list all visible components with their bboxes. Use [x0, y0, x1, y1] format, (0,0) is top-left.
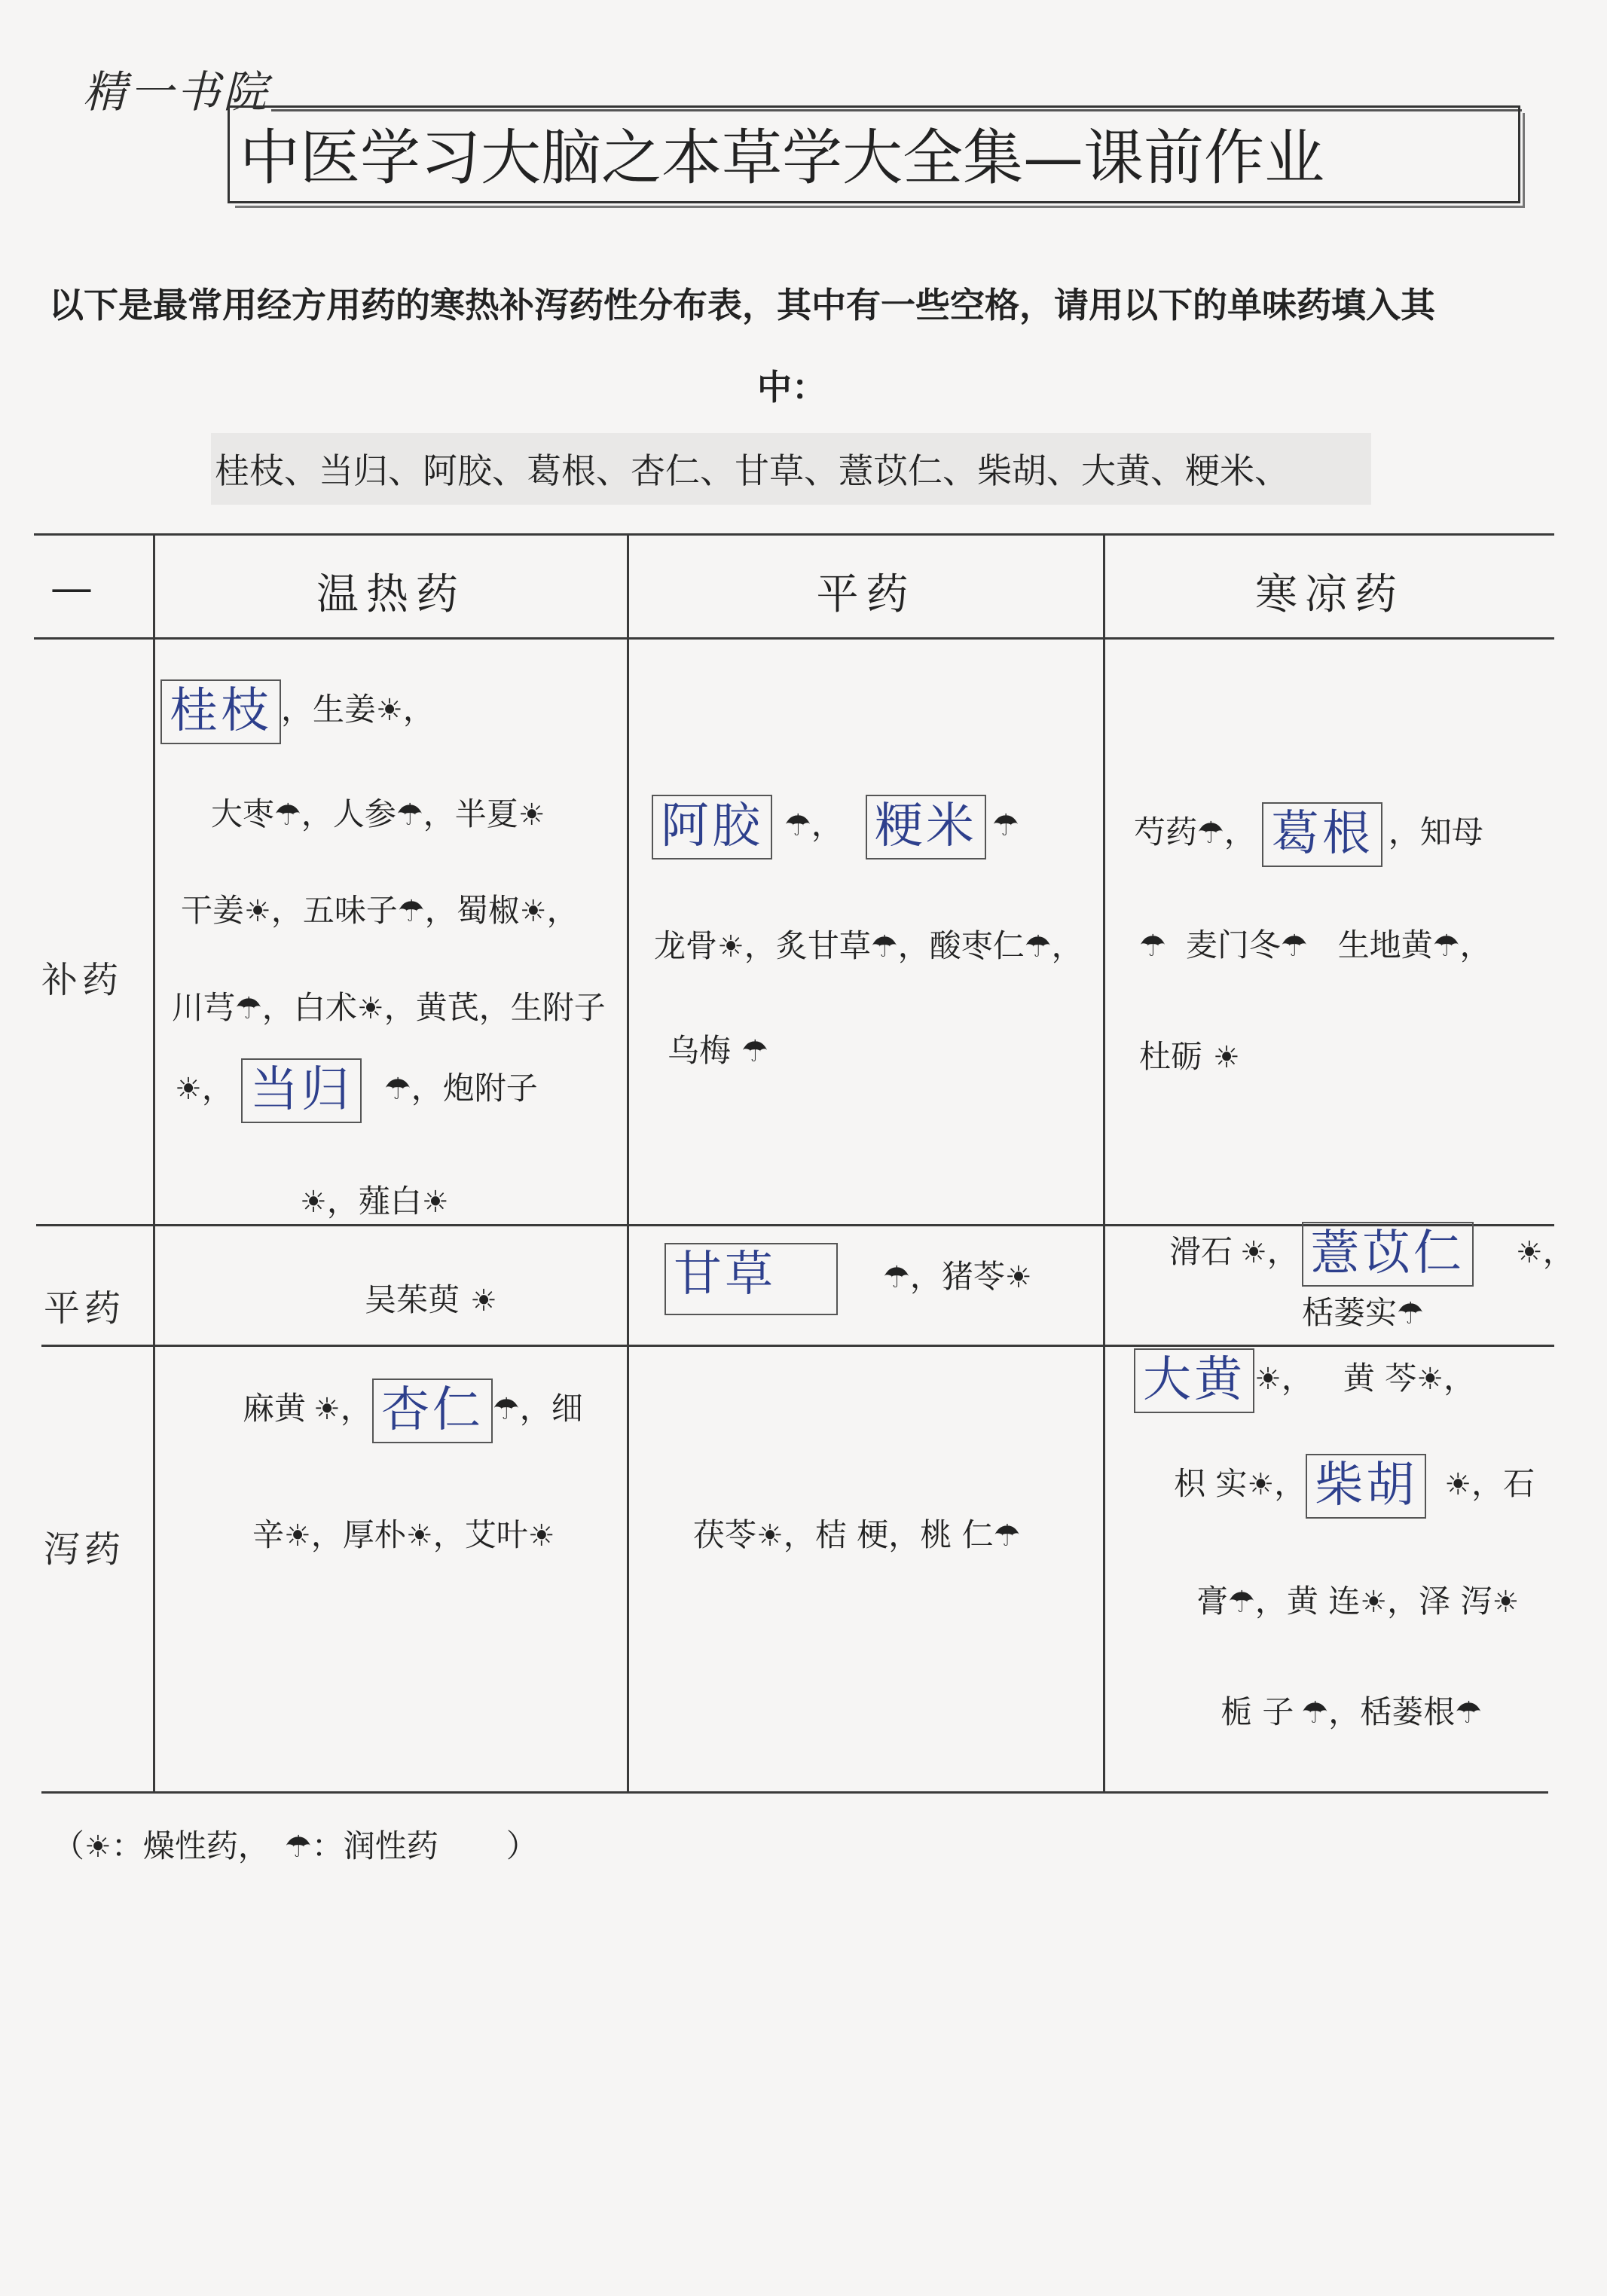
- table-top-line: [34, 533, 1554, 536]
- cell-line: [1169, 1222, 1575, 1287]
- herb-text: ，: [1266, 1233, 1299, 1270]
- dry-symbol: ☀: [84, 1830, 112, 1864]
- moist-symbol: ☂: [870, 930, 898, 964]
- moist-symbol: ☂: [1228, 1585, 1255, 1620]
- herb-text: ，: [1281, 1360, 1313, 1397]
- cell-line: [1139, 1032, 1240, 1077]
- moist-symbol: ☂: [397, 894, 425, 929]
- herb-text: ，栝蒌根: [1328, 1693, 1456, 1730]
- brand-signature: 精一书院: [83, 66, 270, 118]
- answer-xingren: 杏仁: [372, 1379, 493, 1443]
- cell-line: [243, 1379, 583, 1443]
- dry-symbol: ☀: [421, 1185, 449, 1220]
- herb-text: 茯苓: [693, 1516, 757, 1553]
- herb-text: 生地黄: [1337, 927, 1433, 963]
- moist-symbol: ☂: [1455, 1696, 1483, 1730]
- dry-symbol: ☀: [175, 1072, 202, 1107]
- column-divider-1: [153, 533, 155, 1793]
- herb-text: 滑石: [1169, 1233, 1233, 1270]
- moist-symbol: ☂: [274, 798, 301, 832]
- dry-symbol: ☀: [527, 1519, 555, 1553]
- dry-symbol: ☀: [356, 991, 384, 1026]
- cell-line: [160, 679, 435, 744]
- herb-text: ，石: [1471, 1465, 1535, 1502]
- row-label-purge: 泻药: [44, 1528, 126, 1571]
- herb-text: 乌梅: [668, 1032, 732, 1069]
- dry-symbol: ☀: [1254, 1362, 1282, 1397]
- dry-symbol: ☀: [1416, 1362, 1444, 1397]
- answer-jingmi: 粳米: [866, 795, 986, 859]
- table-corner: —: [50, 563, 100, 612]
- column-divider-3: [1103, 533, 1105, 1793]
- word-bank: 桂枝、当归、阿胶、葛根、杏仁、甘草、薏苡仁、柴胡、大黄、粳米、: [215, 450, 1289, 491]
- moist-symbol: ☂: [883, 1260, 910, 1295]
- legend-moist-label: ：润性药: [311, 1827, 438, 1864]
- herb-text: ，: [811, 806, 843, 843]
- herb-text: 芍药: [1134, 814, 1198, 850]
- herb-text: 黄 芩: [1343, 1360, 1417, 1397]
- header-warm: 温热药: [316, 570, 466, 619]
- row-label-tonify: 补药: [41, 959, 124, 1001]
- dry-symbol: ☀: [1240, 1235, 1267, 1270]
- dry-symbol: ☀: [1247, 1467, 1275, 1502]
- herb-text: ，: [402, 691, 435, 728]
- column-divider-2: [627, 533, 629, 1793]
- header-cold: 寒凉药: [1255, 570, 1404, 619]
- legend-paren: ）: [506, 1827, 538, 1864]
- moist-symbol: ☂: [1301, 1696, 1329, 1730]
- cell-line: [693, 1510, 1020, 1556]
- cell-line: [1196, 1577, 1519, 1622]
- header-neutral: 平药: [816, 570, 916, 619]
- herb-text: 膏: [1196, 1583, 1229, 1620]
- herb-text: 辛: [252, 1516, 285, 1553]
- dry-symbol: ☀: [717, 930, 744, 964]
- herb-text: ，: [201, 1070, 234, 1107]
- dry-symbol: ☀: [376, 693, 403, 728]
- header-bottom-line: [34, 637, 1554, 640]
- moist-symbol: ☂: [1280, 929, 1308, 963]
- cell-line: [300, 1177, 449, 1222]
- dry-symbol: ☀: [284, 1519, 311, 1553]
- herb-text: ，: [1444, 1360, 1476, 1397]
- herb-text: ，黄 连: [1254, 1583, 1361, 1620]
- herb-text: ，炙甘草: [744, 927, 871, 964]
- cell-line: [175, 1058, 538, 1123]
- herb-text: ，半夏: [423, 795, 518, 832]
- moist-symbol: ☂: [784, 808, 811, 843]
- cell-line: [1221, 1687, 1482, 1733]
- herb-text: ，五味子: [270, 892, 398, 929]
- moist-symbol: ☂: [235, 991, 262, 1026]
- legend-dry-label: ：燥性药，: [111, 1827, 270, 1864]
- answer-yiyiren: 薏苡仁: [1302, 1222, 1474, 1287]
- dry-symbol: ☀: [1213, 1040, 1240, 1075]
- dry-symbol: ☀: [1515, 1235, 1543, 1270]
- dry-symbol: ☀: [244, 894, 271, 929]
- moist-symbol: ☂: [383, 1072, 411, 1107]
- moist-symbol: ☂: [1397, 1296, 1424, 1331]
- answer-gancao: 甘草: [664, 1243, 838, 1315]
- moist-symbol: ☂: [991, 808, 1019, 843]
- herb-text: 栀 子: [1221, 1693, 1294, 1730]
- herb-text: ，艾叶: [432, 1516, 528, 1553]
- herb-text: ，蜀椒: [424, 892, 520, 929]
- cell-line: [1139, 921, 1492, 966]
- cell-line: [1134, 1348, 1475, 1413]
- herb-text: ，白术: [261, 989, 357, 1026]
- cell-line: [1134, 802, 1483, 867]
- herb-text: ，生姜: [281, 691, 377, 728]
- herb-text: 龙骨: [654, 927, 718, 964]
- cell-line: [252, 1510, 555, 1556]
- herb-text: ，: [1051, 927, 1083, 964]
- herb-text: ，黄芪，生附子: [383, 989, 606, 1026]
- herb-text: ，猪苓: [909, 1258, 1005, 1295]
- instructions-line-1: 以下是最常用经方用药的寒热补泻药性分布表，其中有一些空格，请用以下的单味药填入其: [49, 285, 1435, 325]
- dry-symbol: ☀: [518, 798, 545, 832]
- moist-symbol: ☂: [492, 1392, 520, 1427]
- herb-text: ，: [1542, 1233, 1575, 1270]
- dry-symbol: ☀: [300, 1185, 327, 1220]
- moist-symbol: ☂: [1139, 929, 1166, 963]
- cell-line: [668, 1026, 768, 1071]
- herb-text: 吴茱萸: [365, 1281, 460, 1318]
- herb-text: 大枣: [211, 795, 275, 832]
- dry-symbol: ☀: [519, 894, 547, 929]
- herb-text: ，: [546, 892, 579, 929]
- cell-line: [172, 983, 606, 1028]
- answer-guizhi: 桂枝: [160, 679, 281, 744]
- moist-symbol: ☂: [1197, 816, 1224, 850]
- herb-text: ，: [1274, 1465, 1306, 1502]
- cell-line: [181, 886, 579, 931]
- herb-text: ，知母: [1388, 814, 1483, 850]
- answer-danggui: 当归: [241, 1058, 362, 1123]
- herb-text: ，厚朴: [310, 1516, 406, 1553]
- herb-text: 麦门冬: [1185, 927, 1281, 963]
- dry-symbol: ☀: [405, 1519, 433, 1553]
- herb-text: ，泽 泻: [1387, 1583, 1492, 1620]
- row-label-neutral: 平药: [44, 1287, 126, 1330]
- cell-line: [652, 795, 1019, 859]
- dry-symbol: ☀: [1360, 1585, 1388, 1620]
- dry-symbol: ☀: [1004, 1260, 1032, 1295]
- herb-text: ，: [340, 1390, 372, 1427]
- page-title: 中医学习大脑之本草学大全集—课前作业: [240, 123, 1324, 193]
- herb-text: ，人参: [301, 795, 396, 832]
- instructions-line-2: 中：: [757, 367, 826, 408]
- moist-symbol: ☂: [284, 1830, 312, 1864]
- row-divider-2: [41, 1345, 1554, 1347]
- herb-text: ，酸枣仁: [897, 927, 1025, 964]
- herb-text: ，炮附子: [411, 1070, 538, 1107]
- herb-text: 枳 实: [1174, 1465, 1248, 1502]
- moist-symbol: ☂: [1024, 930, 1052, 964]
- dry-symbol: ☀: [1492, 1585, 1520, 1620]
- table-bottom-line: [41, 1791, 1548, 1794]
- herb-text: ，: [1224, 814, 1256, 850]
- cell-line: [1174, 1454, 1535, 1519]
- moist-symbol: ☂: [741, 1034, 768, 1069]
- dry-symbol: ☀: [470, 1284, 497, 1318]
- herb-text: ，桔 梗，桃 仁: [783, 1516, 994, 1553]
- cell-line: [211, 789, 545, 835]
- herb-text: 栝蒌实: [1302, 1294, 1398, 1331]
- moist-symbol: ☂: [993, 1519, 1021, 1553]
- dry-symbol: ☀: [1444, 1467, 1472, 1502]
- answer-dahuang: 大黄: [1134, 1348, 1254, 1413]
- answer-chaihu: 柴胡: [1306, 1454, 1426, 1519]
- dry-symbol: ☀: [756, 1519, 784, 1553]
- answer-ejiao: 阿胶: [652, 795, 772, 859]
- dry-symbol: ☀: [313, 1392, 341, 1427]
- herb-text: 川芎: [172, 989, 236, 1026]
- herb-text: ，: [1459, 927, 1492, 963]
- moist-symbol: ☂: [1432, 929, 1460, 963]
- legend: [53, 1821, 538, 1867]
- herb-text: 干姜: [181, 892, 245, 929]
- moist-symbol: ☂: [396, 798, 423, 832]
- cell-line: [664, 1243, 1032, 1315]
- cell-line: [365, 1275, 497, 1321]
- answer-gegen: 葛根: [1262, 802, 1382, 867]
- herb-text: 杜砺: [1139, 1038, 1203, 1075]
- legend-paren: （: [53, 1827, 85, 1864]
- herb-text: ，细: [519, 1390, 583, 1427]
- herb-text: 麻黄: [243, 1390, 307, 1427]
- cell-line: [654, 921, 1083, 966]
- cell-line: [1302, 1288, 1424, 1333]
- herb-text: ，薤白: [326, 1183, 422, 1220]
